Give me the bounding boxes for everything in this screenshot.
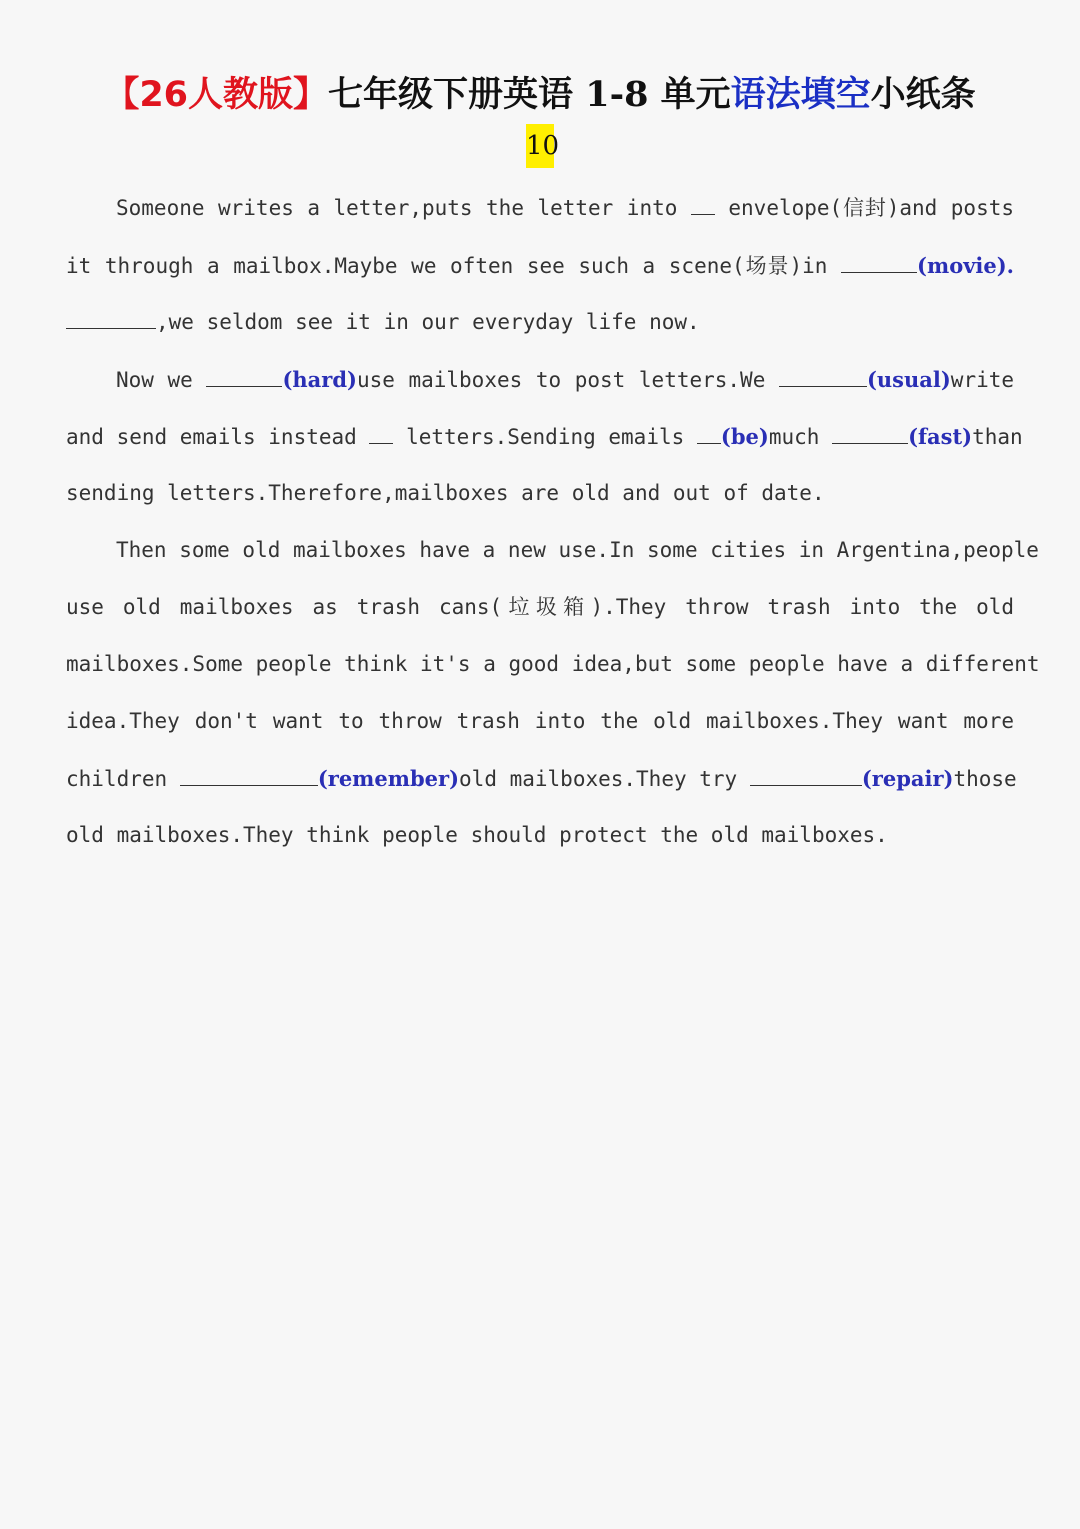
passage-text: much xyxy=(768,425,820,449)
page-title xyxy=(0,70,1080,120)
passage-text: sending letters.Therefore,mailboxes are old and out of date. xyxy=(66,481,825,505)
title-edition-tag: 【26人教版】 xyxy=(104,75,329,115)
answer-blank[interactable] xyxy=(697,423,721,444)
passage-text: Now we xyxy=(116,368,193,392)
passage-text: than xyxy=(972,425,1023,449)
passage-line xyxy=(66,294,1014,351)
answer-blank[interactable] xyxy=(180,765,318,786)
passage-line: Then some old mailboxes have a new use.In some cities in Argentina,people xyxy=(116,538,1039,562)
passage-line: idea.They don't want to throw trash into the old mailboxes.They want more xyxy=(66,709,1014,733)
word-hint: (hard) xyxy=(282,367,357,392)
answer-blank[interactable] xyxy=(750,765,862,786)
passage-text: envelope(信封)and posts xyxy=(728,196,1014,220)
passage-text: and send emails instead xyxy=(66,425,357,449)
word-hint: (remember) xyxy=(317,766,460,791)
word-hint: (be) xyxy=(720,424,769,449)
passage-text: ,we seldom see it in our everyday life now. xyxy=(156,310,700,334)
passage-text: it through a mailbox.Maybe we often see such a scene(场景)in xyxy=(66,254,828,278)
passage-line: use old mailboxes as trash cans(垃圾箱).They throw trash into the old xyxy=(66,595,1014,619)
word-hint: (fast) xyxy=(908,424,973,449)
passage-line: mailboxes.Some people think it's a good idea,but some people have a different xyxy=(66,652,1040,676)
word-hint: (usual) xyxy=(866,367,951,392)
passage-line xyxy=(66,408,1023,465)
passage-text: those xyxy=(953,767,1017,791)
title-topic-text: 语法填空 xyxy=(730,74,871,115)
passage xyxy=(66,180,1040,864)
answer-blank[interactable] xyxy=(206,366,282,387)
passage-line xyxy=(66,237,1014,294)
passage-line xyxy=(66,180,1014,237)
answer-blank[interactable] xyxy=(832,423,908,444)
passage-text: Someone writes a letter,puts the letter into xyxy=(116,196,678,220)
passage-text: children xyxy=(66,767,168,791)
answer-blank[interactable] xyxy=(841,252,917,273)
word-hint: (movie). xyxy=(917,253,1014,278)
passage-line xyxy=(66,750,1017,807)
exercise-number-badge: 10 xyxy=(526,124,554,168)
title-suffix-text: 小纸条 xyxy=(870,74,976,115)
passage-line xyxy=(66,351,1014,408)
title-grade-text: 七年级下册英语 1-8 单元 xyxy=(328,74,731,115)
passage-text: write xyxy=(950,368,1015,392)
passage-text: letters.Sending emails xyxy=(406,425,685,449)
answer-blank[interactable] xyxy=(691,194,715,215)
passage-text: old mailboxes.They try xyxy=(459,767,738,791)
answer-blank[interactable] xyxy=(369,423,393,444)
word-hint: (repair) xyxy=(861,766,954,791)
answer-blank[interactable] xyxy=(66,308,156,329)
answer-blank[interactable] xyxy=(779,366,867,387)
passage-line xyxy=(66,465,1014,522)
passage-line: old mailboxes.They think people should protect the old mailboxes. xyxy=(66,823,888,847)
passage-text: use mailboxes to post letters.We xyxy=(356,368,766,392)
